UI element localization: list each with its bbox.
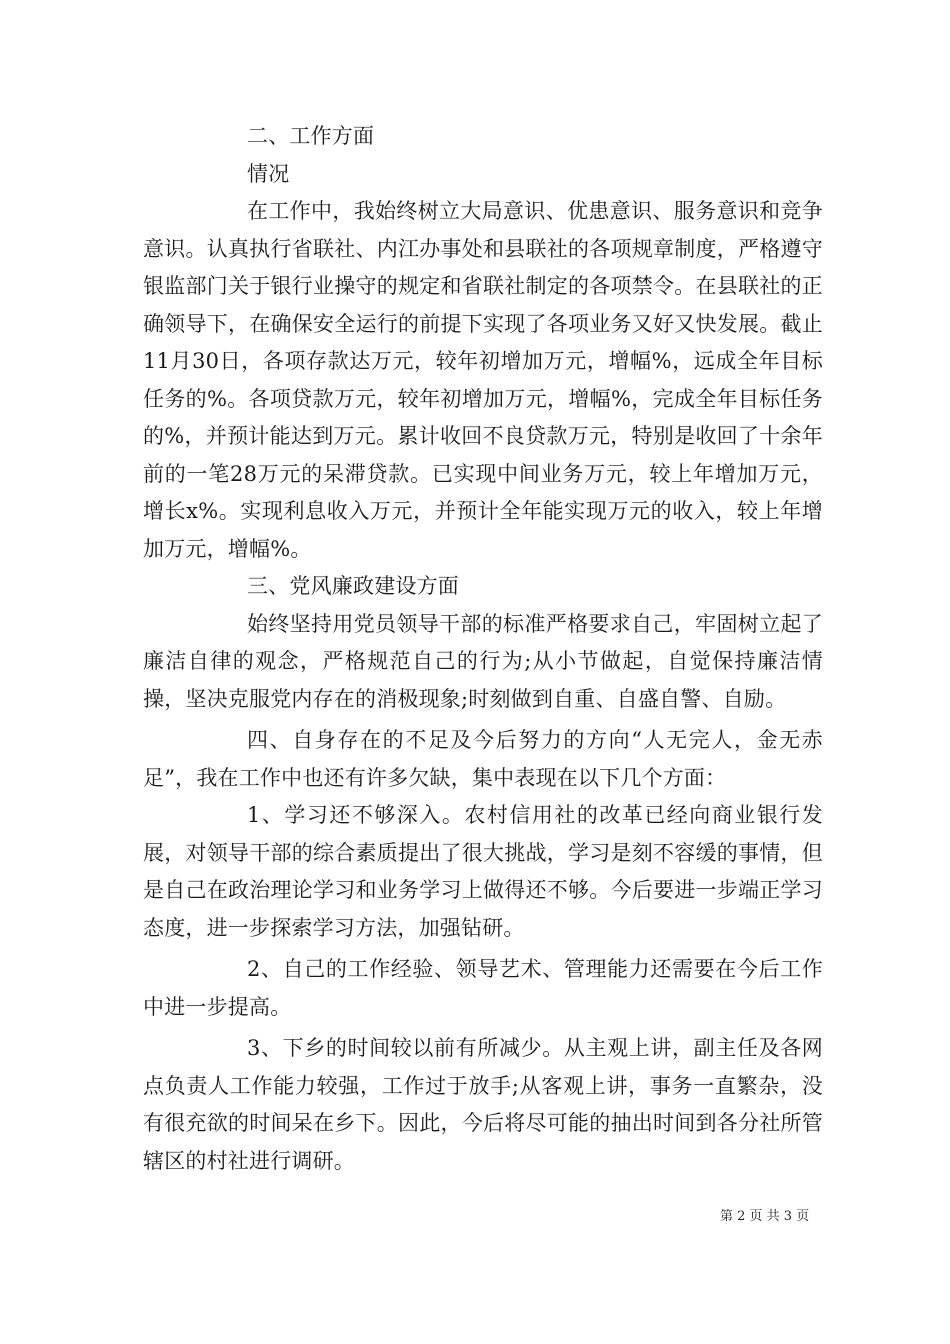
paragraph-work-details: 在工作中，我始终树立大局意识、优患意识、服务意识和竞争意识。认真执行省联社、内江办事处和县联社的各项规章制度，严格遵守银监部门关于银行业操守的规定和省联社制定的各项禁令。在县联社的正确领导下，在确保安全运行的前提下实现了各项业务又好又快发展。截止11月30日，各项存款达万元，较年初增加万元，增幅%，远成全年目标任务的%。各项贷款万元，较年初增加万元，增幅%，完成全年目标任务的%，并预计能达到万元。累计收回不良贷款万元，特别是收回了十余年前的一笔28万元的呆滞贷款。已实现中间业务万元，较上年增加万元，增长x%。实现利息收入万元，并预计全年能实现万元的收入，较上年增加万元，增幅%。 bbox=[143, 199, 823, 561]
list-item-rural-visits: 3、下乡的时间较以前有所减少。从主观上讲，副主任及各网点负责人工作能力较强，工作过于放手;从客观上讲，事务一直繁杂，没有很充欲的时间呆在乡下。因此，今后将尽可能的抽出时间到各分社所管辖区的村社进行调研。 bbox=[143, 1036, 823, 1173]
section-heading-integrity: 三、党风廉政建设方面 bbox=[247, 574, 459, 598]
document-body bbox=[143, 118, 823, 1180]
paragraph-integrity-details: 始终坚持用党员领导干部的标准严格要求自己，牢固树立起了廉洁自律的观念，严格规范自己的行为;从小节做起，自觉保持廉洁情操，坚决克服党内存在的消极现象;时刻做到自重、自盛自警、自励。 bbox=[143, 611, 823, 711]
list-item-study: 1、学习还不够深入。农村信用社的改革已经向商业银行发展，对领导干部的综合素质提出了很大挑战，学习是刻不容缓的事情，但是自己在政治理论学习和业务学习上做得还不够。今后要进一步端正学习态度，进一步探索学习方法，加强钻研。 bbox=[143, 803, 823, 940]
section-heading-work: 二、工作方面 bbox=[247, 124, 375, 148]
section-heading-shortcomings: 四、自身存在的不足及今后努力的方向“人无完人，金无赤足”，我在工作中也还有许多欠缺，集中表现在以下几个方面： bbox=[143, 728, 823, 790]
paragraph-situation-label: 情况 bbox=[247, 161, 290, 186]
list-item-experience: 2、自己的工作经验、领导艺术、管理能力还需要在今后工作中进一步提高。 bbox=[143, 957, 823, 1019]
page-number-footer: 第 2 页 共 3 页 bbox=[720, 1209, 810, 1224]
